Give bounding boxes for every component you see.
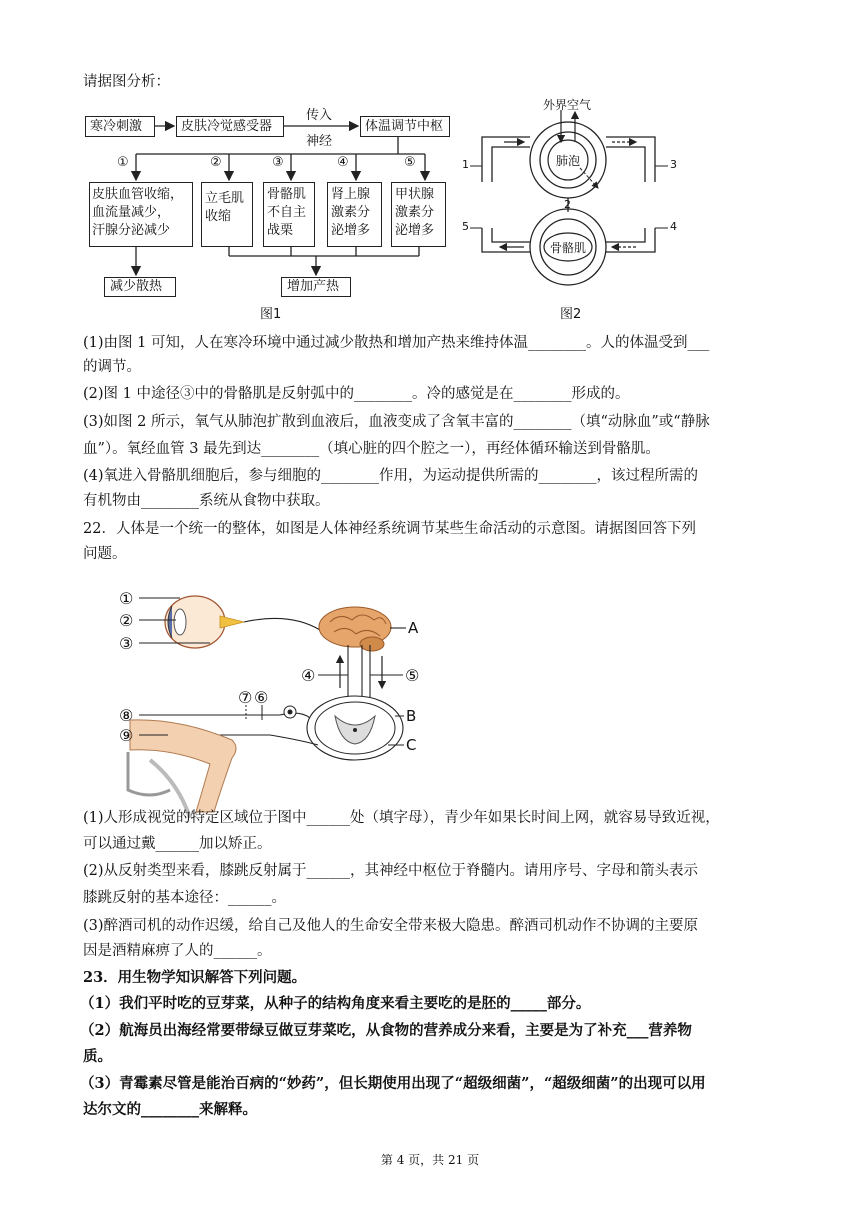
response-3-line-3: 战栗 xyxy=(267,223,294,238)
eye-drawing xyxy=(165,596,244,648)
fig3-label-9: ⑨ xyxy=(119,726,134,745)
path-1-label: ① xyxy=(117,155,129,170)
fig3-label-8: ⑧ xyxy=(119,706,134,725)
q22-line-6: 因是酒精麻痹了人的______。 xyxy=(83,943,272,959)
q23-line-5: （3）青霉素尽管是能治百病的“妙药”，但长期使用出现了“超级细菌”，“超级细菌”的出现可以用 xyxy=(80,1075,706,1092)
path-3-label: ③ xyxy=(272,155,284,170)
path-5-label: ⑤ xyxy=(404,155,416,170)
path-4-label: ④ xyxy=(337,155,349,170)
fig3-label-C: C xyxy=(406,736,417,754)
response-1-line-2: 血流量减少， xyxy=(92,205,171,220)
outside-air-label: 外界空气 xyxy=(543,98,592,112)
vessel-5-label: 5 xyxy=(462,220,469,233)
vessel-1-label: 1 xyxy=(462,158,469,171)
response-4-line-1: 肾上腺 xyxy=(331,187,371,202)
figure-2-caption: 图2 xyxy=(560,307,582,322)
q22-stem-line-1: 22．人体是一个统一的整体，如图是人体神经系统调节某些生命活动的示意图。请据图回答下列 xyxy=(83,521,696,537)
brain-drawing xyxy=(319,607,391,651)
response-3-line-1: 骨骼肌 xyxy=(267,187,307,202)
q21-line-6: (4)氧进入骨骼肌细胞后，参与细胞的________作用，为运动提供所需的________，该过程所需的 xyxy=(83,468,699,484)
vessel-4-label: 4 xyxy=(670,220,677,233)
response-1-line-1: 皮肤血管收缩， xyxy=(92,187,184,202)
q21-line-7: 有机物由________系统从食物中获取。 xyxy=(83,493,330,509)
skeletal-muscle-label: 骨骼肌 xyxy=(550,241,587,255)
q21-line-3: (2)图 1 中途径③中的骨骼肌是反射弧中的________。冷的感觉是在________形成的。 xyxy=(83,386,630,402)
page-footer: 第 4 页，共 21 页 xyxy=(380,1153,480,1167)
reduce-heat-loss-box: 减少散热 xyxy=(104,277,176,297)
fig3-label-4: ④ xyxy=(301,666,316,685)
response-2-line-2: 收缩 xyxy=(205,209,232,224)
q21-line-1: (1)由图 1 可知，人在寒冷环境中通过减少散热和增加产热来维持体温________。人的体温受到___ xyxy=(83,335,710,351)
intro-text: 请据图分析： xyxy=(83,74,170,90)
q22-line-3: (2)从反射类型来看，膝跳反射属于______，其神经中枢位于脊髓内。请用序号、字母和箭头表示 xyxy=(83,863,699,879)
response-3-line-2: 不自主 xyxy=(267,205,307,220)
fig3-label-3: ③ xyxy=(119,634,134,653)
fig3-label-5: ⑤ xyxy=(405,666,420,685)
q23-line-3: （2）航海员出海经常要带绿豆做豆芽菜吃，从食物的营养成分来看，主要是为了补充___营养物 xyxy=(80,1022,692,1039)
vessel-2-label: 2 xyxy=(564,198,571,211)
figure-1-caption: 图1 xyxy=(260,307,282,322)
fig3-label-2: ② xyxy=(119,611,134,630)
q23-line-4: 质。 xyxy=(83,1048,112,1065)
q21-line-5: 血”）。氧经血管 3 最先到达________（填心脏的四个腔之一），再经体循环输送到骨骼肌。 xyxy=(83,441,660,457)
q22-line-5: (3)醉酒司机的动作迟缓，给自己及他人的生命安全带来极大隐患。醉酒司机动作不协调的主要原 xyxy=(83,918,699,934)
q23-line-1: 23．用生物学知识解答下列问题。 xyxy=(83,969,307,986)
path-2-label: ② xyxy=(210,155,222,170)
afferent-label-bottom: 神经 xyxy=(306,134,333,149)
response-5-line-3: 泌增多 xyxy=(395,223,435,238)
fig3-label-A: A xyxy=(408,619,419,637)
vessel-3-label: 3 xyxy=(670,158,677,171)
fig3-label-B: B xyxy=(406,707,417,725)
q22-line-2: 可以通过戴______加以矫正。 xyxy=(83,836,272,852)
cold-stimulus-box: 寒冷刺激 xyxy=(85,116,155,137)
response-4-line-2: 激素分 xyxy=(331,205,371,220)
response-4-line-3: 泌增多 xyxy=(331,223,371,238)
q21-line-4: (3)如图 2 所示，氧气从肺泡扩散到血液后，血液变成了含氧丰富的________（填“动脉血”或“静脉 xyxy=(83,414,710,430)
fig3-label-6: ⑥ xyxy=(254,688,269,707)
alveolus-label: 肺泡 xyxy=(556,154,581,168)
q23-line-2: （1）我们平时吃的豆芽菜，从种子的结构角度来看主要吃的是胚的_____部分。 xyxy=(80,995,591,1012)
thermoregulation-center-box: 体温调节中枢 xyxy=(360,116,450,137)
q22-line-1: (1)人形成视觉的特定区域位于图中______处（填字母），青少年如果长时间上网，就容易导致近视， xyxy=(83,810,720,826)
afferent-label-top: 传入 xyxy=(306,108,333,123)
skin-receptor-box: 皮肤冷觉感受器 xyxy=(176,116,284,137)
response-5-line-2: 激素分 xyxy=(395,205,435,220)
response-1-line-3: 汗腺分泌减少 xyxy=(92,223,171,238)
q21-line-2: 的调节。 xyxy=(83,359,141,375)
q22-stem-line-2: 问题。 xyxy=(83,546,127,562)
fig3-label-7: ⑦ xyxy=(238,688,253,707)
response-2-line-1: 立毛肌 xyxy=(205,191,245,206)
fig3-label-1: ① xyxy=(119,589,134,608)
spinal-cord-drawing xyxy=(307,696,403,760)
q22-line-4: 膝跳反射的基本途径：______。 xyxy=(83,890,286,906)
q23-line-6: 达尔文的________来解释。 xyxy=(83,1101,257,1118)
increase-heat-box: 增加产热 xyxy=(281,277,351,297)
response-5-line-1: 甲状腺 xyxy=(395,187,435,202)
